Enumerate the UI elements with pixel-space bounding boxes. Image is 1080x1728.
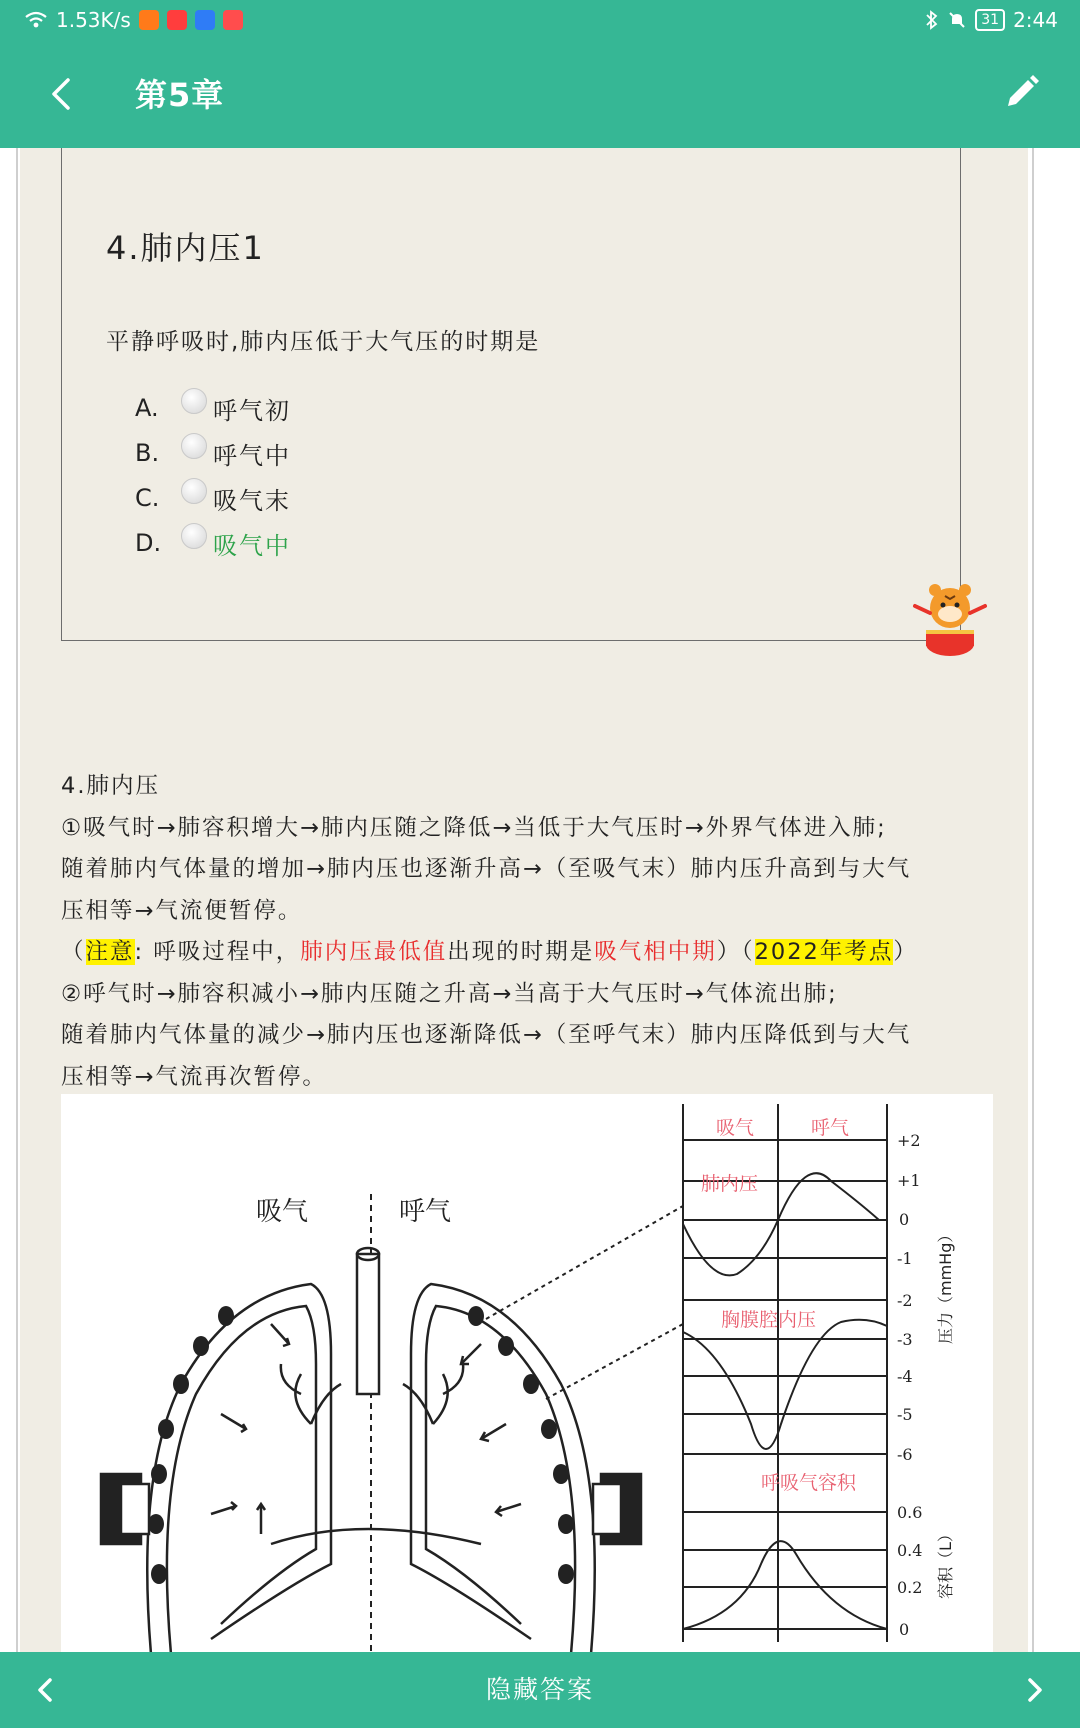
exam-point-badge: 2022年考点 <box>754 939 894 965</box>
explanation-heading: 4.肺内压 <box>61 773 160 799</box>
respiration-figure <box>61 1094 993 1652</box>
tick-label: 0.6 <box>897 1503 923 1522</box>
explanation-line: ①吸气时→肺容积增大→肺内压随之降低→当低于大气压时→外界气体进入肺; <box>61 814 887 841</box>
respiration-diagram <box>61 1094 993 1652</box>
tick-label: -1 <box>897 1249 913 1268</box>
exhale-phase-label: 呼气 <box>811 1117 850 1139</box>
tick-label: +2 <box>897 1131 921 1150</box>
status-right <box>925 8 1058 32</box>
exhale-label: 呼气 <box>399 1197 452 1227</box>
option-letter: A. <box>135 394 159 422</box>
video-app-icon <box>139 10 159 30</box>
previous-arrow-icon[interactable] <box>26 1670 66 1710</box>
toggle-answer-button[interactable]: 隐藏答案 <box>485 1675 594 1704</box>
option-letter: D. <box>135 529 162 557</box>
radio-button[interactable] <box>181 433 207 459</box>
option-letter: C. <box>135 484 160 512</box>
mute-bell-icon <box>947 10 967 30</box>
explanation-line: 压相等→气流再次暂停。 <box>61 1063 327 1090</box>
tick-label: 0.2 <box>897 1578 923 1597</box>
tick-label: -3 <box>897 1330 913 1349</box>
left-border <box>16 148 18 1652</box>
right-border <box>1032 148 1034 1652</box>
tick-label: -4 <box>897 1367 913 1386</box>
option-a[interactable] <box>135 390 291 426</box>
wifi-icon <box>24 10 48 30</box>
status-left <box>24 8 243 32</box>
bluetooth-icon <box>925 10 939 30</box>
tick-label: 0.4 <box>897 1541 923 1560</box>
explanation-line: ②呼气时→肺容积减小→肺内压随之升高→当高于大气压时→气体流出肺; <box>61 980 838 1007</box>
option-text: 呼气初 <box>213 396 291 425</box>
note-end: ） <box>893 939 918 965</box>
explanation-note <box>61 932 961 974</box>
radio-button[interactable] <box>181 478 207 504</box>
question-card <box>61 148 961 641</box>
tick-label: 0 <box>899 1620 910 1639</box>
intrapulmonary-pressure-label: 肺内压 <box>701 1173 759 1195</box>
option-b[interactable] <box>135 435 291 471</box>
tidal-volume-label: 呼吸气容积 <box>761 1472 857 1494</box>
explanation-line: 压相等→气流便暂停。 <box>61 897 303 924</box>
question-title: 4.肺内压1 <box>106 229 265 267</box>
tick-label: -6 <box>897 1445 913 1464</box>
explanation-line: 随着肺内气体量的增加→肺内压也逐渐升高→（至吸气末）肺内压升高到与大气 <box>61 856 912 882</box>
explanation-line: 随着肺内气体量的减少→肺内压也逐渐降低→（至呼气末）肺内压降低到与大气 <box>61 1022 912 1048</box>
clock: 2:44 <box>1013 8 1058 32</box>
app-bar <box>0 42 1080 148</box>
inhale-phase-label: 吸气 <box>716 1117 755 1139</box>
pencil-edit-icon[interactable] <box>1000 70 1044 114</box>
tick-label: 0 <box>899 1210 910 1229</box>
question-text: 平静呼吸时,肺内压低于大气压的时期是 <box>106 329 541 355</box>
connector-line <box>486 1206 683 1319</box>
option-c[interactable] <box>135 480 291 516</box>
option-text-correct: 吸气中 <box>213 531 291 560</box>
option-text: 吸气末 <box>213 486 291 515</box>
tick-label: -2 <box>897 1291 913 1310</box>
notes-app-icon <box>223 10 243 30</box>
intrapleural-pressure-label: 胸膜腔内压 <box>721 1309 817 1331</box>
option-text: 呼气中 <box>213 441 291 470</box>
bottom-bar <box>0 1652 1080 1728</box>
note-open: （ <box>61 939 86 965</box>
radio-button[interactable] <box>181 388 207 414</box>
tick-label: +1 <box>897 1171 921 1190</box>
back-arrow-icon[interactable] <box>40 72 84 116</box>
pressure-axis-label: 压力（mmHg） <box>936 1226 955 1344</box>
search-app-icon <box>195 10 215 30</box>
option-letter: B. <box>135 439 160 467</box>
top-bar <box>0 0 1080 148</box>
note-colon: : 呼吸过程中， <box>134 939 301 965</box>
next-arrow-icon[interactable] <box>1014 1670 1054 1710</box>
network-speed: 1.53K/s <box>56 8 131 32</box>
option-d[interactable] <box>135 525 291 561</box>
inhale-label: 吸气 <box>256 1197 309 1227</box>
note-label: 注意 <box>85 939 135 965</box>
battery-indicator: 31 <box>975 9 1005 31</box>
page-title: 第5章 <box>135 76 225 114</box>
note-close: ）（ <box>716 939 755 965</box>
connector-line <box>546 1324 683 1399</box>
note-emphasis-1: 肺内压最低值 <box>300 939 448 965</box>
volume-axis-label: 容积（L） <box>936 1526 955 1599</box>
message-app-icon <box>167 10 187 30</box>
radio-button[interactable] <box>181 523 207 549</box>
note-emphasis-2: 吸气相中期 <box>594 939 717 965</box>
tiger-mascot-icon[interactable] <box>905 568 995 658</box>
note-mid: 出现的时期是 <box>447 939 595 965</box>
explanation-section <box>61 766 961 1098</box>
content-area[interactable] <box>20 148 1028 1652</box>
tick-label: -5 <box>897 1405 913 1424</box>
status-bar <box>0 0 1080 42</box>
lung-diagram <box>101 1194 641 1652</box>
